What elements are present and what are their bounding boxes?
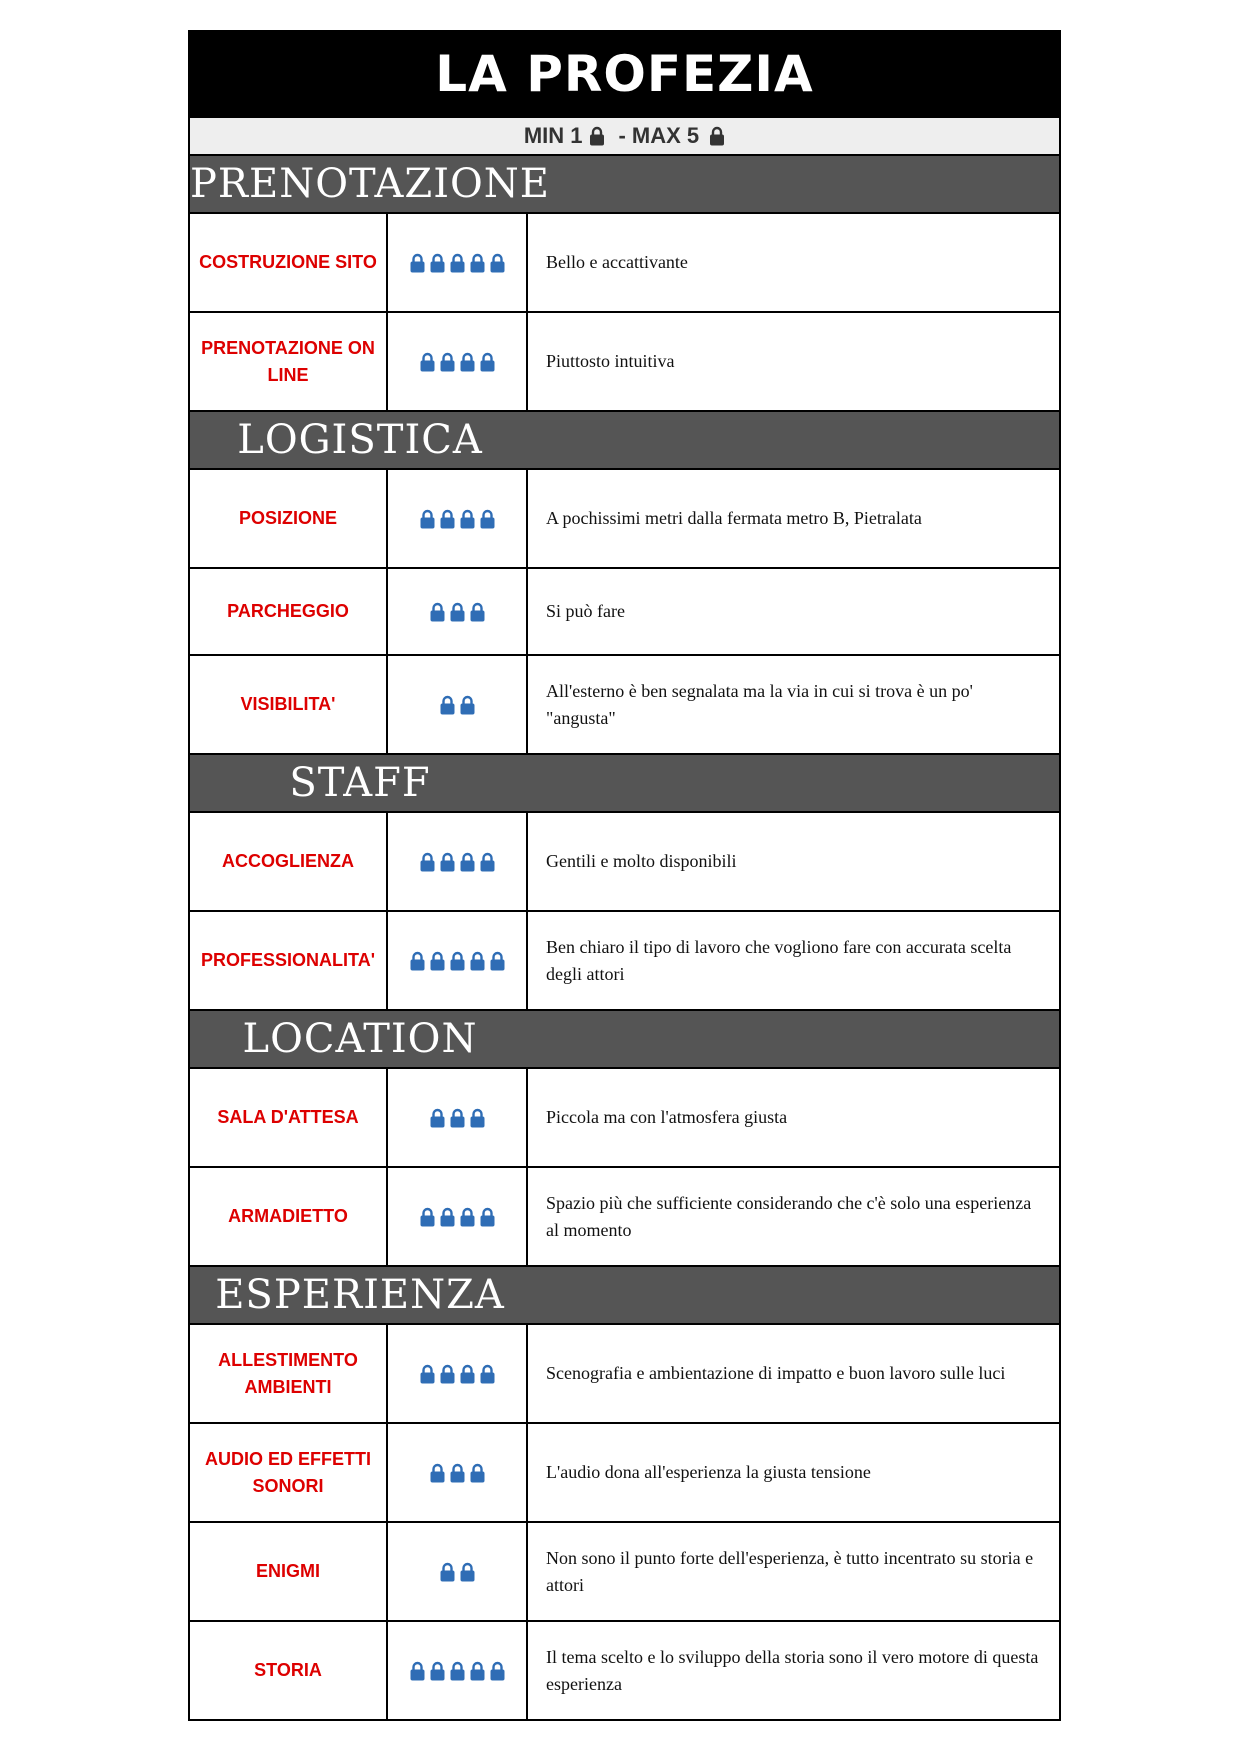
criterion-label: STORIA — [190, 1622, 388, 1719]
criterion-label: PROFESSIONALITA' — [190, 912, 388, 1009]
separator: - — [618, 123, 626, 148]
section-title: LOCATION — [242, 1016, 478, 1062]
padlock-icon — [429, 951, 446, 971]
criterion-comment: Non sono il punto forte dell'esperienza, è tutto incentrato su storia e attori — [546, 1547, 1034, 1595]
review-sections — [190, 154, 1059, 1719]
padlock-icon — [479, 1207, 496, 1227]
padlock-icon — [459, 852, 476, 872]
section-header — [190, 1009, 1059, 1069]
padlock-icon — [439, 1364, 456, 1384]
section-header — [190, 410, 1059, 470]
criterion-label: PRENOTAZIONE ON LINE — [190, 313, 388, 410]
criterion-comment: Piuttosto intuitiva — [546, 351, 675, 371]
padlock-icon — [459, 1562, 476, 1582]
min-players-label: MIN 1 — [523, 123, 583, 148]
padlock-icon — [439, 1207, 456, 1227]
padlock-icon — [459, 1207, 476, 1227]
padlock-icon — [419, 1207, 436, 1227]
rating-row — [190, 910, 1059, 1009]
padlock-icon — [449, 1108, 466, 1128]
rating-row — [190, 470, 1059, 567]
padlock-icon — [479, 852, 496, 872]
criterion-comment: L'audio dona all'esperienza la giusta tensione — [546, 1462, 871, 1482]
padlock-icon — [479, 352, 496, 372]
criterion-label: ENIGMI — [190, 1523, 388, 1620]
criterion-label: POSIZIONE — [190, 470, 388, 567]
rating-locks — [388, 214, 528, 311]
capacity-bar — [190, 116, 1059, 154]
padlock-icon — [469, 1108, 486, 1128]
criterion-comment: A pochissimi metri dalla fermata metro B, Pietralata — [546, 508, 922, 528]
padlock-icon — [469, 1661, 486, 1681]
section-title: LOGISTICA — [237, 417, 483, 463]
rating-locks — [388, 1168, 528, 1265]
padlock-icon — [469, 951, 486, 971]
padlock-icon — [429, 1661, 446, 1681]
padlock-icon — [589, 126, 605, 146]
rating-row — [190, 1422, 1059, 1521]
padlock-icon — [469, 602, 486, 622]
padlock-icon — [429, 1108, 446, 1128]
criterion-label: VISIBILITA' — [190, 656, 388, 753]
title-bar — [190, 32, 1059, 116]
padlock-icon — [449, 1463, 466, 1483]
padlock-icon — [419, 509, 436, 529]
criterion-label: SALA D'ATTESA — [190, 1069, 388, 1166]
criterion-label: ARMADIETTO — [190, 1168, 388, 1265]
rating-row — [190, 1325, 1059, 1422]
rating-row — [190, 1521, 1059, 1620]
rating-row — [190, 567, 1059, 654]
section-title: STAFF — [289, 760, 431, 806]
rating-locks — [388, 1325, 528, 1422]
review-sheet — [188, 30, 1061, 1721]
rating-locks — [388, 1523, 528, 1620]
criterion-comment: Spazio più che sufficiente considerando che c'è solo una esperienza al momento — [546, 1192, 1032, 1240]
section-header — [190, 154, 1059, 214]
criterion-label: PARCHEGGIO — [190, 569, 388, 654]
criterion-comment: Ben chiaro il tipo di lavoro che vogliono fare con accurata scelta degli attori — [546, 936, 1012, 984]
rating-locks — [388, 470, 528, 567]
padlock-icon — [479, 509, 496, 529]
padlock-icon — [429, 253, 446, 273]
criterion-comment: Il tema scelto e lo sviluppo della storia sono il vero motore di questa esperienza — [546, 1646, 1039, 1694]
rating-locks — [388, 656, 528, 753]
criterion-comment: Scenografia e ambientazione di impatto e buon lavoro sulle luci — [546, 1363, 1006, 1383]
padlock-icon — [709, 126, 725, 146]
max-players-label: MAX 5 — [631, 123, 700, 148]
section-title: ESPERIENZA — [215, 1272, 505, 1318]
padlock-icon — [459, 352, 476, 372]
padlock-icon — [449, 951, 466, 971]
rating-locks — [388, 313, 528, 410]
padlock-icon — [409, 253, 426, 273]
padlock-icon — [459, 509, 476, 529]
padlock-icon — [409, 951, 426, 971]
criterion-label: AUDIO ED EFFETTI SONORI — [190, 1424, 388, 1521]
rating-row — [190, 1069, 1059, 1166]
rating-row — [190, 1620, 1059, 1719]
rating-row — [190, 311, 1059, 410]
padlock-icon — [419, 1364, 436, 1384]
criterion-comment: Piccola ma con l'atmosfera giusta — [546, 1107, 788, 1127]
criterion-label: ALLESTIMENTO AMBIENTI — [190, 1325, 388, 1422]
padlock-icon — [479, 1364, 496, 1384]
padlock-icon — [459, 1364, 476, 1384]
padlock-icon — [409, 1661, 426, 1681]
section-header — [190, 753, 1059, 813]
rating-locks — [388, 1622, 528, 1719]
criterion-comment: All'esterno è ben segnalata ma la via in cui si trova è un po' "angusta" — [546, 680, 973, 728]
padlock-icon — [449, 253, 466, 273]
criterion-label: ACCOGLIENZA — [190, 813, 388, 910]
padlock-icon — [439, 1562, 456, 1582]
criterion-comment: Bello e accattivante — [546, 252, 688, 272]
padlock-icon — [449, 1661, 466, 1681]
criterion-comment: Gentili e molto disponibili — [546, 851, 737, 871]
criterion-comment: Si può fare — [546, 601, 625, 621]
section-title: PRENOTAZIONE — [190, 161, 550, 207]
padlock-icon — [419, 352, 436, 372]
padlock-icon — [439, 352, 456, 372]
rating-row — [190, 813, 1059, 910]
padlock-icon — [469, 253, 486, 273]
rating-locks — [388, 1069, 528, 1166]
padlock-icon — [429, 602, 446, 622]
padlock-icon — [439, 695, 456, 715]
rating-row — [190, 1166, 1059, 1265]
padlock-icon — [439, 509, 456, 529]
section-header — [190, 1265, 1059, 1325]
rating-locks — [388, 912, 528, 1009]
criterion-label: COSTRUZIONE SITO — [190, 214, 388, 311]
padlock-icon — [449, 602, 466, 622]
padlock-icon — [489, 1661, 506, 1681]
padlock-icon — [469, 1463, 486, 1483]
rating-locks — [388, 569, 528, 654]
page-title: LA PROFEZIA — [435, 45, 814, 103]
rating-locks — [388, 1424, 528, 1521]
padlock-icon — [419, 852, 436, 872]
rating-locks — [388, 813, 528, 910]
padlock-icon — [489, 253, 506, 273]
rating-row — [190, 654, 1059, 753]
padlock-icon — [439, 852, 456, 872]
padlock-icon — [429, 1463, 446, 1483]
padlock-icon — [489, 951, 506, 971]
padlock-icon — [459, 695, 476, 715]
rating-row — [190, 214, 1059, 311]
